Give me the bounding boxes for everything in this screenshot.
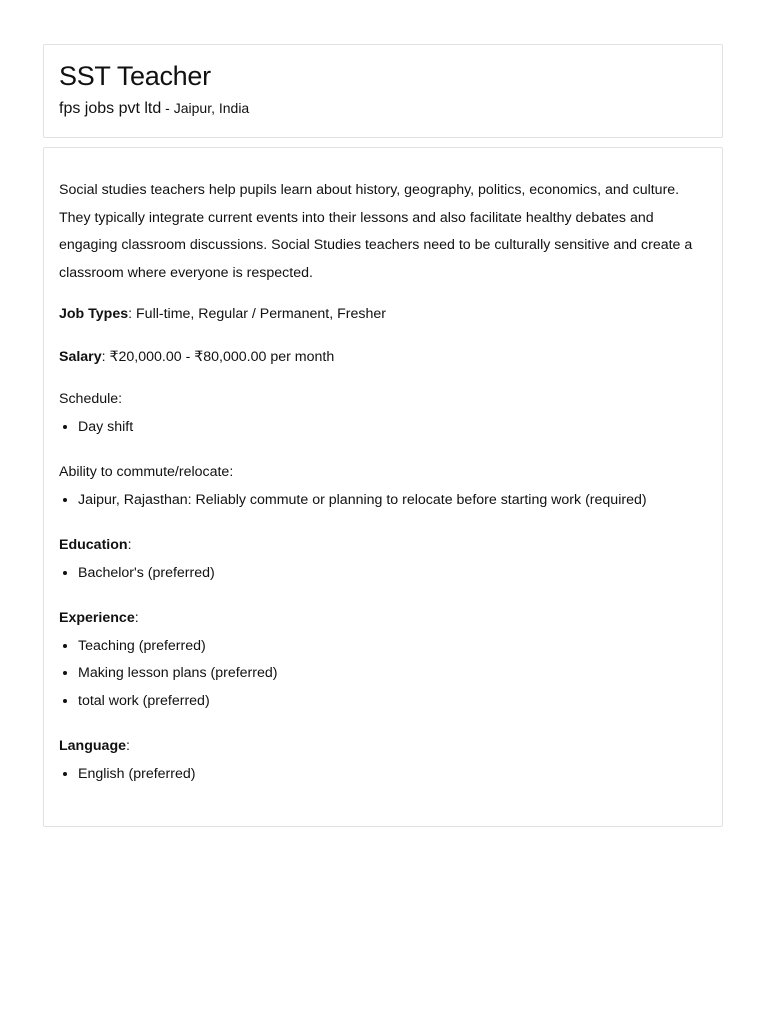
job-types-label: Job Types bbox=[59, 306, 129, 322]
language-colon: : bbox=[126, 738, 130, 754]
experience-colon: : bbox=[134, 610, 139, 626]
language-section bbox=[59, 733, 707, 788]
list-item: • Day shift bbox=[78, 414, 707, 442]
education-list bbox=[59, 560, 707, 588]
commute-section bbox=[59, 459, 707, 514]
salary-label: Salary bbox=[59, 348, 102, 365]
job-location: - Jaipur, India bbox=[161, 100, 250, 116]
commute-list bbox=[59, 487, 707, 515]
list-item: • English (preferred) bbox=[78, 761, 707, 789]
salary-value: : ₹20,000.00 - ₹80,000.00 per month bbox=[101, 348, 335, 365]
language-label: Language bbox=[59, 738, 127, 754]
education-label: Education bbox=[59, 537, 128, 553]
education-colon: : bbox=[127, 537, 132, 553]
job-types-value: : Full-time, Regular / Permanent, Fresher bbox=[128, 306, 386, 322]
experience-heading bbox=[59, 605, 707, 633]
job-types bbox=[59, 301, 707, 329]
salary bbox=[59, 344, 707, 372]
experience-section bbox=[59, 605, 707, 715]
schedule-heading: Schedule: bbox=[59, 391, 123, 407]
job-description: Social studies teachers help pupils learn about history, geography, politics, economics, and culture. They typically integrate current events into their lessons and also facilitate healthy debates and engaging classroom discussions. Social Studies teachers need to be culturally sensitive and create a classroom where everyone is respected. bbox=[59, 182, 693, 281]
job-subtitle bbox=[59, 97, 707, 120]
experience-list bbox=[59, 633, 707, 716]
list-item: • total work (preferred) bbox=[78, 688, 707, 716]
schedule-list bbox=[59, 414, 707, 442]
experience-label: Experience bbox=[59, 610, 135, 626]
job-header-card bbox=[43, 44, 723, 138]
list-item: • Teaching (preferred) bbox=[78, 633, 707, 661]
language-heading bbox=[59, 733, 707, 761]
language-list bbox=[59, 761, 707, 789]
list-item: • Jaipur, Rajasthan: Reliably commute or planning to relocate before starting work (required) bbox=[78, 487, 707, 515]
commute-heading: Ability to commute/relocate: bbox=[59, 464, 234, 480]
list-item: • Bachelor's (preferred) bbox=[78, 560, 707, 588]
company-name: fps jobs pvt ltd bbox=[59, 100, 162, 117]
schedule-section bbox=[59, 386, 707, 441]
education-section bbox=[59, 532, 707, 587]
job-title: SST Teacher bbox=[59, 61, 211, 91]
job-details-card bbox=[43, 147, 723, 827]
list-item: • Making lesson plans (preferred) bbox=[78, 660, 707, 688]
education-heading bbox=[59, 532, 707, 560]
